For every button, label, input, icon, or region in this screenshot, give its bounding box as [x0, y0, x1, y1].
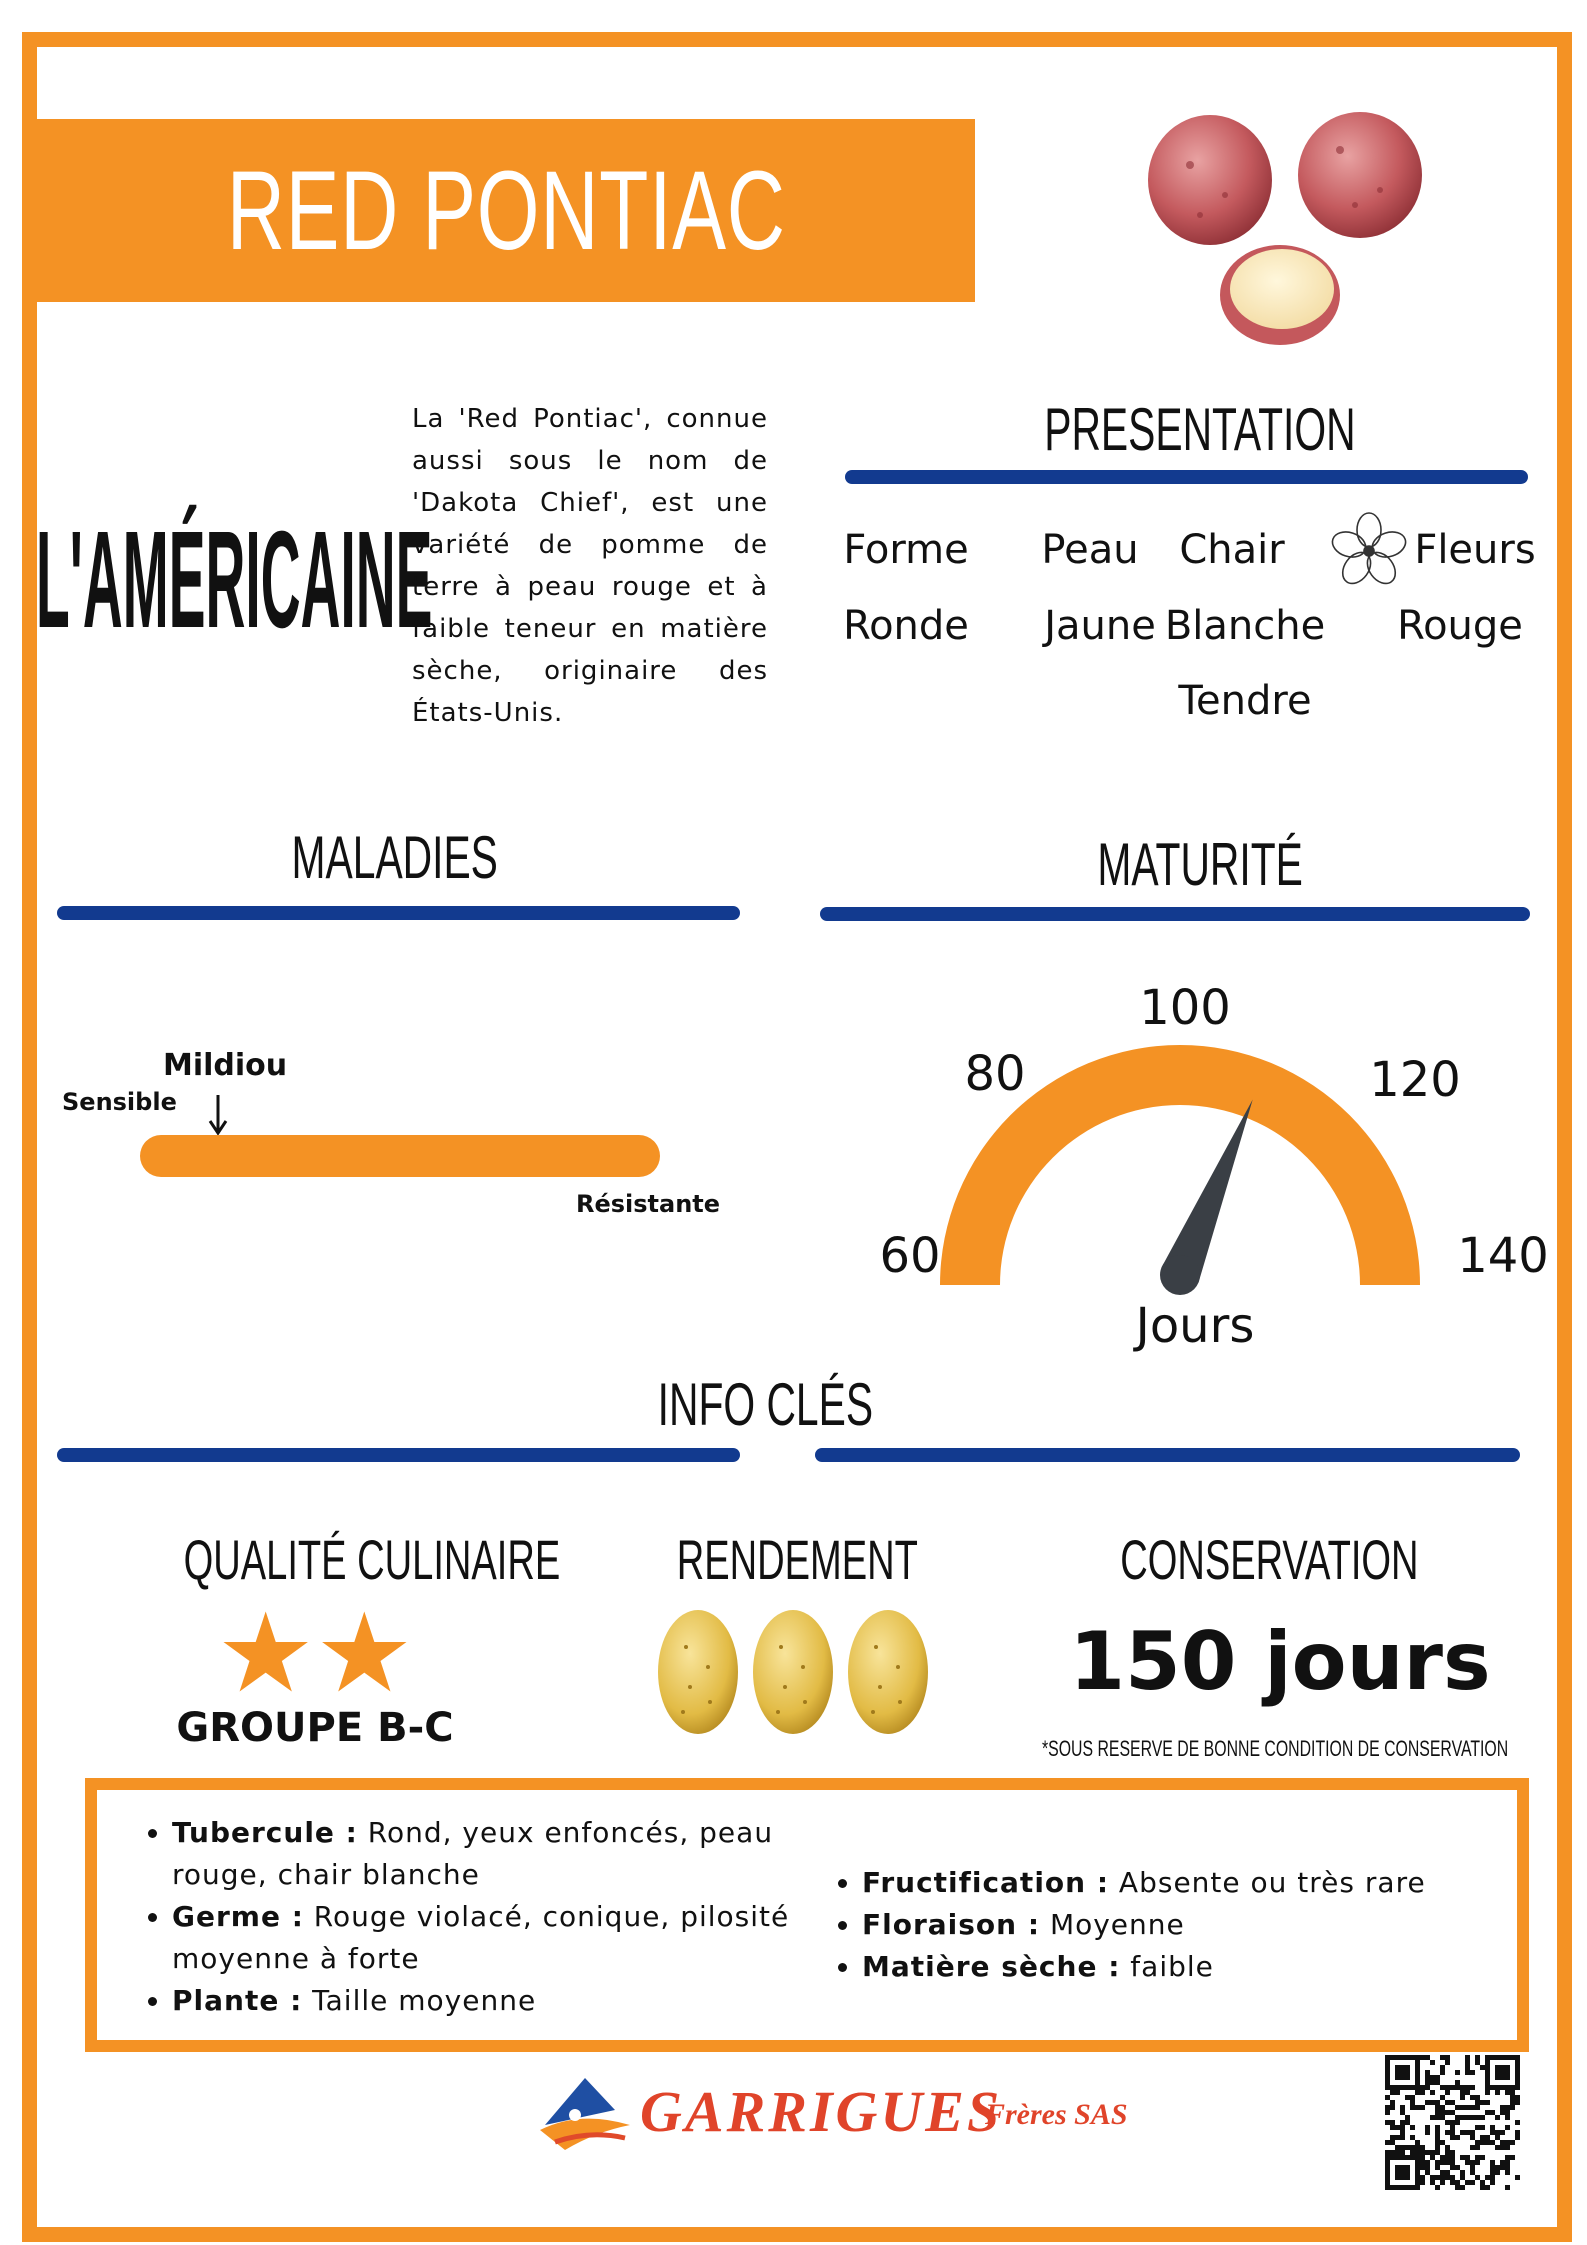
presentation-chair-label: Chair	[1179, 527, 1285, 573]
qualite-title: QUALITÉ CULINAIRE	[183, 1528, 561, 1591]
gauge-tick-60: 60	[879, 1228, 941, 1284]
presentation-fleurs-value: Rouge	[1397, 603, 1523, 649]
disease-name: Mildiou	[163, 1048, 288, 1083]
potato-icon	[848, 1610, 928, 1734]
maturity-gauge	[900, 1000, 1460, 1300]
info-cles-rule-left	[57, 1448, 740, 1462]
potato-icon	[658, 1610, 738, 1734]
maturite-title: MATURITÉ	[1097, 831, 1303, 898]
info-cles-title: INFO CLÉS	[657, 1371, 873, 1438]
disease-arrow-icon	[198, 1093, 238, 1137]
rendement-potatoes	[655, 1605, 945, 1740]
maladies-title: MALADIES	[291, 824, 499, 891]
star-icon: ★	[315, 1589, 414, 1717]
detail-tubercule: • Tubercule : Rond, yeux enfoncés, peau rouge, chair blanche	[172, 1812, 812, 1896]
presentation-rule	[845, 470, 1528, 484]
page-title: RED PONTIAC	[226, 148, 786, 273]
gauge-tick-120: 120	[1369, 1052, 1461, 1108]
variety-nickname: L'AMÉRICAINE	[36, 503, 433, 657]
detail-fructification: • Fructification : Absente ou très rare	[862, 1862, 1502, 1904]
cut-potato-flesh	[1230, 249, 1334, 329]
disease-resistance-bar	[140, 1135, 660, 1177]
star-icon: ★	[216, 1589, 315, 1717]
presentation-title: PRESENTATION	[1044, 396, 1356, 463]
details-box	[85, 1778, 1529, 2052]
detail-plante: • Plante : Taille moyenne	[172, 1980, 812, 2022]
brand-logo-icon	[535, 2070, 635, 2160]
brand-name: GARRIGUES	[640, 2079, 1003, 2144]
maladies-rule	[57, 906, 740, 920]
scale-resistante-label: Résistante	[576, 1190, 721, 1218]
variety-description: La 'Red Pontiac', connue aussi sous le nom de 'Dakota Chief', est une variété de pomme de terre à peau rouge et à faible teneur en matière sèche, originaire des États-Unis.	[412, 404, 768, 728]
detail-matiere-seche: • Matière sèche : faible	[862, 1946, 1502, 1988]
brand-suffix: Frères SAS	[985, 2098, 1128, 2131]
gauge-tick-140: 140	[1457, 1228, 1549, 1284]
info-cles-rule-right	[815, 1448, 1520, 1462]
conservation-note: *SOUS RESERVE DE BONNE CONDITION DE CONSERVATION	[1042, 1736, 1509, 1761]
presentation-fleurs-label: Fleurs	[1414, 527, 1536, 573]
conservation-value: 150 jours	[1069, 1615, 1491, 1708]
presentation-peau-label: Peau	[1041, 527, 1139, 573]
gauge-hub	[1160, 1255, 1200, 1295]
maturite-rule	[820, 907, 1530, 921]
presentation-peau-value: Jaune	[1044, 603, 1156, 649]
gauge-tick-80: 80	[964, 1046, 1026, 1102]
potato-icon	[753, 1610, 833, 1734]
details-list-right	[832, 1862, 1502, 1988]
presentation-chair-value: Blanche	[1164, 603, 1326, 649]
scale-sensible-label: Sensible	[62, 1088, 177, 1116]
gauge-needle	[1162, 1099, 1253, 1282]
title-banner	[37, 119, 975, 302]
potato-illustration	[1140, 105, 1440, 355]
presentation-forme-label: Forme	[843, 527, 969, 573]
red-potato-2	[1298, 112, 1422, 238]
rendement-title: RENDEMENT	[676, 1528, 918, 1591]
qr-code[interactable]	[1385, 2055, 1520, 2190]
gauge-tick-100: 100	[1139, 980, 1231, 1036]
flower-icon	[1330, 512, 1408, 590]
qualite-stars	[205, 1589, 425, 1717]
presentation-chair-extra: Tendre	[1178, 678, 1312, 724]
gauge-unit: Jours	[1135, 1298, 1255, 1354]
details-list-left	[142, 1812, 812, 2022]
qualite-group: GROUPE B-C	[176, 1705, 454, 1751]
presentation-forme-value: Ronde	[843, 603, 969, 649]
detail-germe: • Germe : Rouge violacé, conique, pilosité moyenne à forte	[172, 1896, 812, 1980]
detail-floraison: • Floraison : Moyenne	[862, 1904, 1502, 1946]
red-potato-1	[1148, 115, 1272, 245]
conservation-title: CONSERVATION	[1120, 1528, 1419, 1591]
